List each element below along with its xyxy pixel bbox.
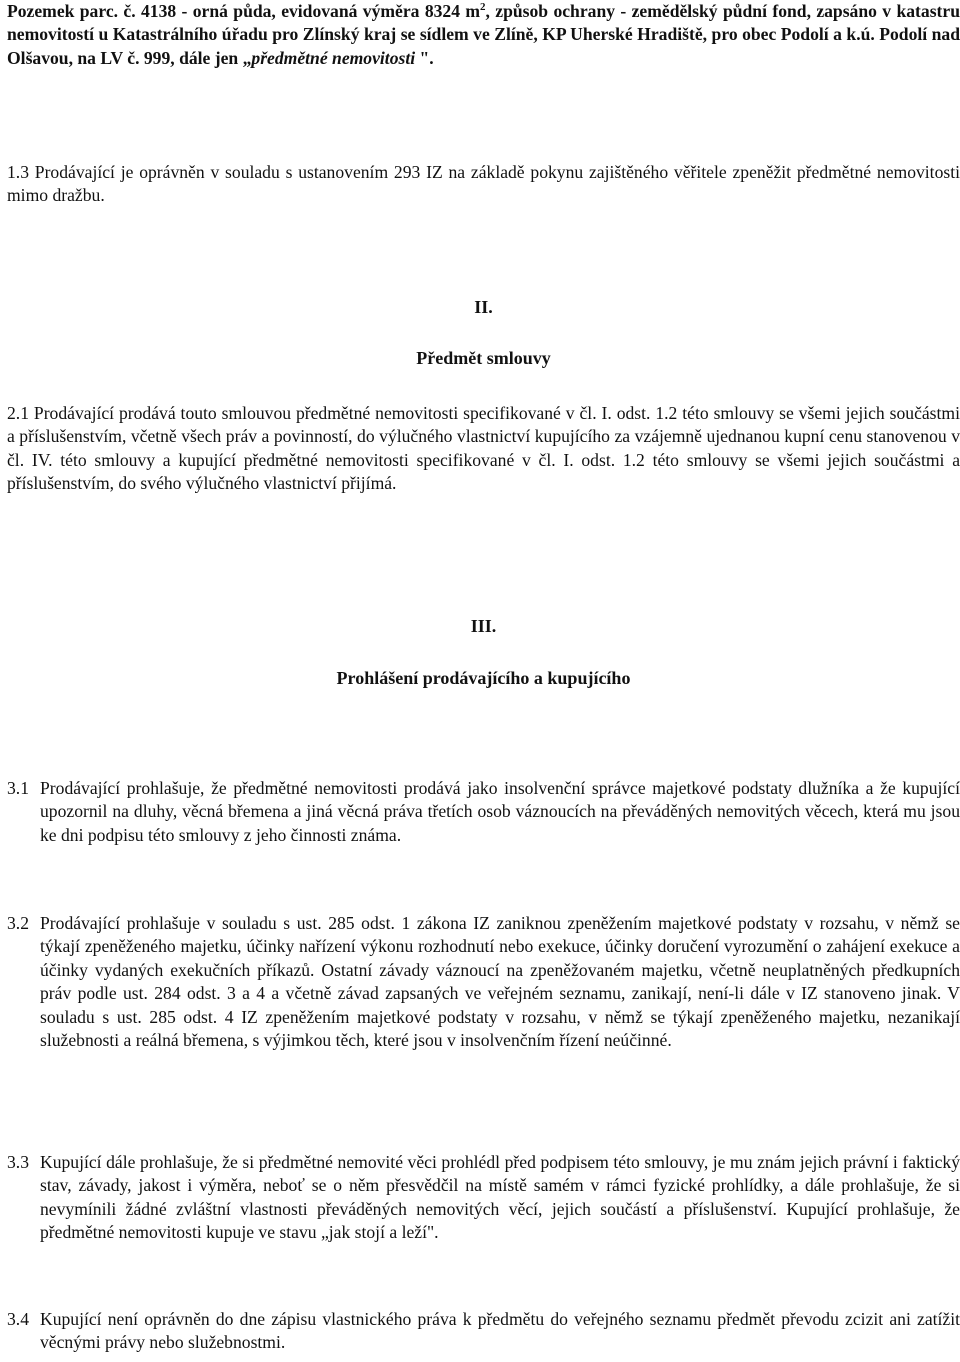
paragraph-2-1: 2.1 Prodávající prodává touto smlouvou předmětné nemovitosti specifikované v čl. I. odst. 1.2 této smlouvy se všemi jejich součástmi a příslušenstvím, včetně všech práv a povinností, do výlučného vlastnictví kupujícího za vzájemně ujednanou kupní cenu stanovenou v čl. IV. této smlouvy a kupující předmětné nemovitosti specifikované v čl. I. odst. 1.2 této smlouvy se všemi jejich součástmi a příslušenstvím, do svého výlučného vlastnictví přijímá. [7, 403, 960, 494]
paragraph-3-2-text: Prodávající prohlašuje v souladu s ust. 285 odst. 1 zákona IZ zaniknou zpeněžením majetkové podstaty v rozsahu, v němž se týkají zpeněženého majetku, účinky nařízení výkonu rozhodnutí nebo exekuce, účinky doručení vyrozumění o zahájení exekuce a účinky vydaných exekučních příkazů. Ostatní závady váznoucí na zpeněžovaném majetku, včetně neuplatněných předkupních práv podle ust. 284 odst. 3 a 4 a včetně závad zapsaných ve veřejném seznamu, zanikají, není-li dále v IZ stanoveno jinak. V souladu s ust. 285 odst. 4 IZ zpeněžením majetkové podstaty v rozsahu, v němž se týkají zpeněženého majetku, nezanikají služebnosti a reálná břemena, s výjimkou těch, které jsou v insolvenčním řízení neúčinné. [40, 913, 960, 1051]
paragraph-3-2-number: 3.2 [7, 913, 29, 933]
section-3-number: III. [470, 616, 497, 636]
parcel-text-main: , způsob ochrany - zemědělský půdní fond, zapsáno v katastru nemovitostí u Katastrálního úřadu pro Zlínský kraj se sídlem ve Zlíně, KP Uherské Hradiště, pro obec Podolí a k.ú. Podolí nad Olšavou, na LV č. 999, dále jen „ [7, 1, 960, 68]
defined-term: předmětné nemovitosti [251, 47, 416, 68]
paragraph-3-1-text: Prodávající prohlašuje, že předmětné nemovitosti prodává jako insolvenční správce majetkové podstaty dlužníka a že kupující upozornil na dluhy, věcná břemena a jiná věcná práva třetích osob váznoucích na převáděných nemovitých věcech, která mu jsou ke dni podpisu této smlouvy z jeho činnosti známa. [40, 778, 960, 845]
area-unit-superscript: 2 [480, 1, 486, 14]
paragraph-3-4-number: 3.4 [7, 1309, 29, 1329]
paragraph-1-3: 1.3 Prodávající je oprávněn v souladu s ustanovením 293 IZ na základě pokynu zajištěného věřitele zpeněžit předmětné nemovitosti mimo dražbu. [7, 162, 960, 206]
paragraph-3-3-number: 3.3 [7, 1152, 29, 1172]
section-3-title: Prohlášení prodávajícího a kupujícího [336, 668, 631, 688]
section-2-title: Předmět smlouvy [416, 348, 551, 368]
paragraph-3-3-text: Kupující dále prohlašuje, že si předmětné nemovité věci prohlédl před podpisem této smlouvy, je mu znám jejich právní i faktický stav, závady, jakost i výměra, neboť se o něm přesvědčil na místě samém v rámci fyzické prohlídky, a dále prohlašuje, že si nevymínili žádné zvláštní vlastnosti převáděných nemovitých věcí, jejich součástí a příslušenství. Kupující prohlašuje, že předmětné nemovitosti kupuje ve stavu „jak stojí a leží". [40, 1152, 960, 1243]
parcel-text-start: Pozemek parc. č. 4138 - orná půda, evidovaná výměra 8324 m [7, 1, 481, 21]
section-2-number: II. [474, 297, 493, 317]
paragraph-3-4-text: Kupující není oprávněn do dne zápisu vlastnického práva k předmětu do veřejného seznamu předmět převodu zcizit ani zatížit věcnými právy nebo služebnostmi. [40, 1309, 960, 1353]
parcel-text-end: ". [415, 47, 434, 68]
paragraph-3-1-number: 3.1 [7, 778, 29, 798]
parcel-description [7, 0, 960, 70]
